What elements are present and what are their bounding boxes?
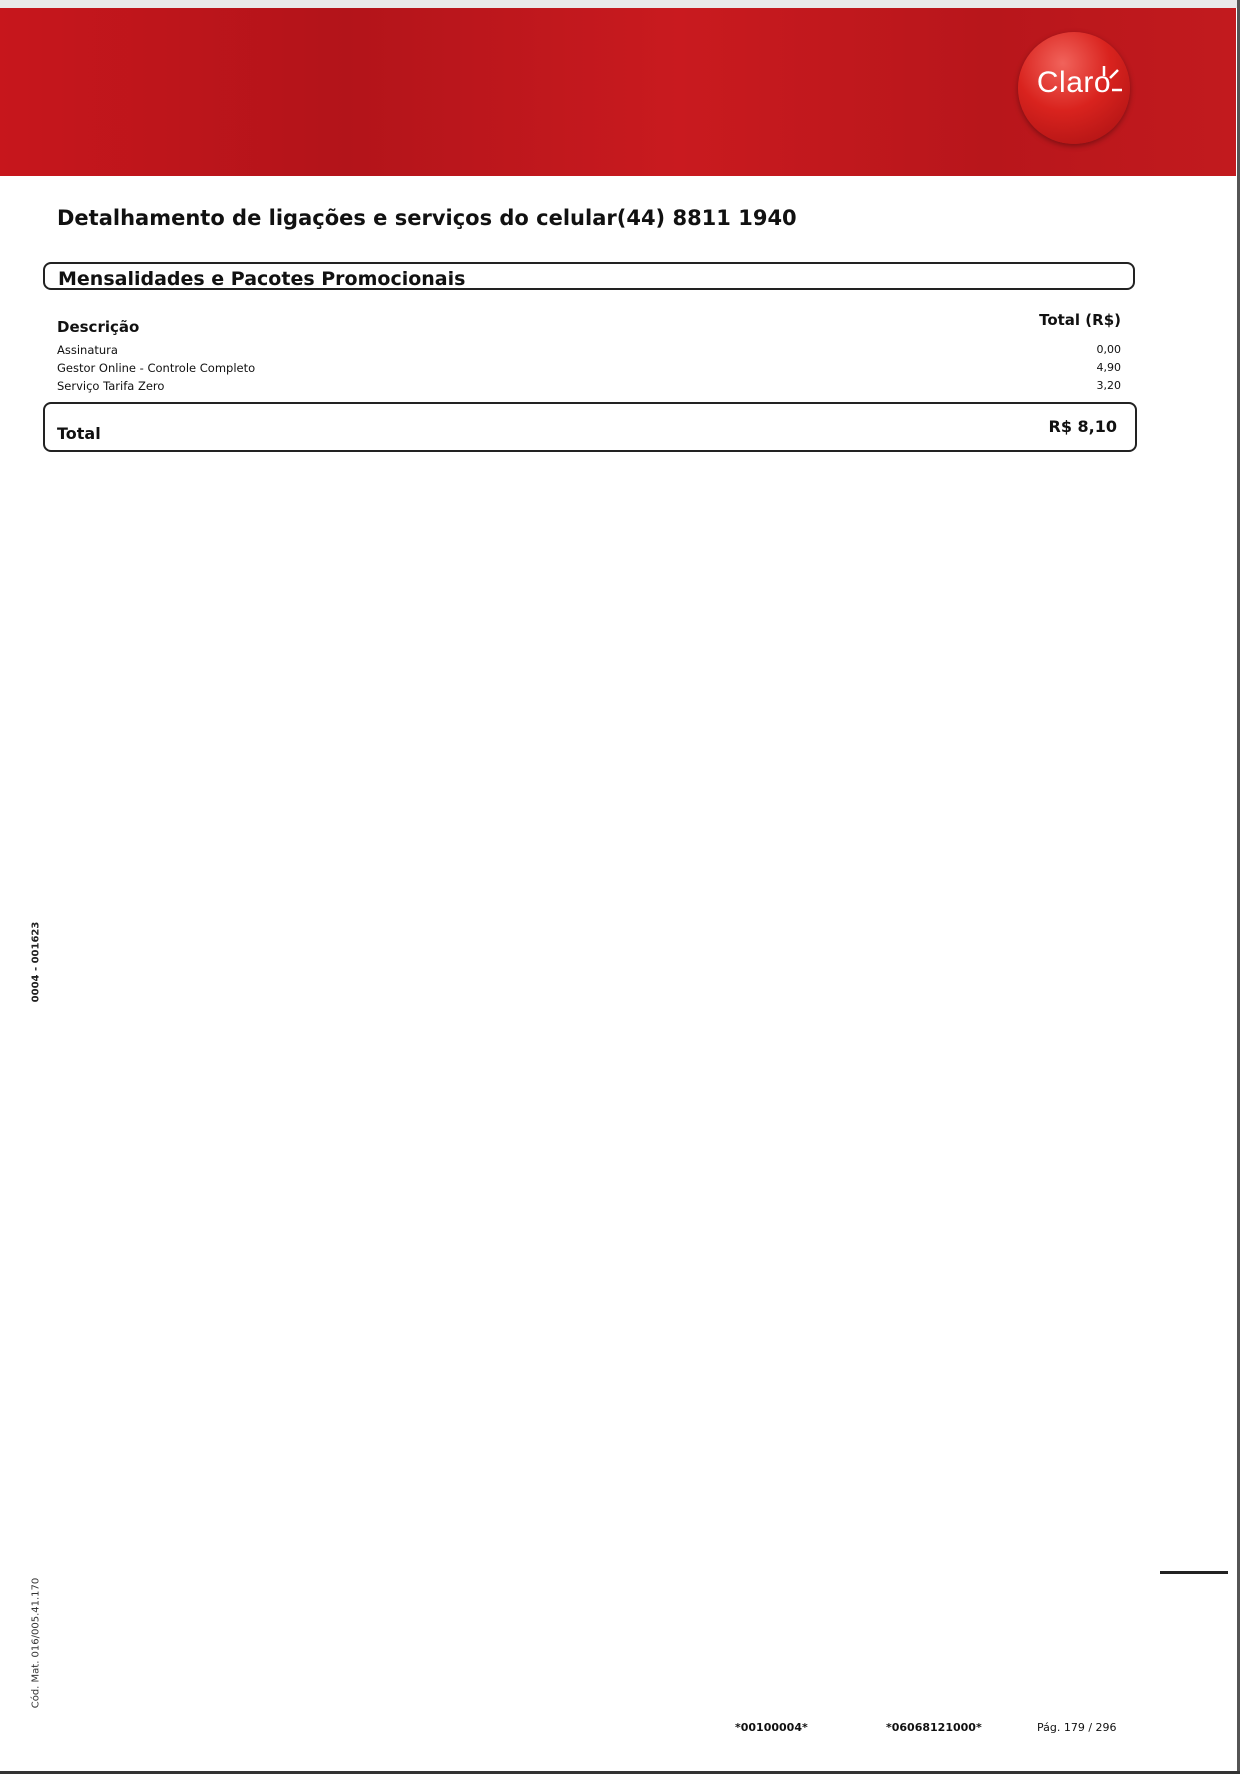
list-item <box>57 379 1121 397</box>
logo-text: Claro <box>1036 66 1112 99</box>
margin-dash <box>1160 1571 1228 1574</box>
page-number: Pág. 179 / 296 <box>1037 1721 1117 1734</box>
section-title: Mensalidades e Pacotes Promocionais <box>58 268 466 290</box>
total-box <box>43 402 1137 452</box>
item-value: 3,20 <box>1096 379 1121 392</box>
logo-rays-icon <box>1094 62 1124 112</box>
footer-code-1: *00100004* <box>735 1721 808 1734</box>
item-value: 0,00 <box>1096 343 1121 356</box>
item-description: Gestor Online - Controle Completo <box>57 361 256 375</box>
footer-code-2: *06068121000* <box>886 1721 982 1734</box>
item-value: 4,90 <box>1096 361 1121 374</box>
side-control-code: 0004 - 001623 <box>30 921 42 1003</box>
material-code: Cód. Mat. 016/005.41.170 <box>30 1577 42 1709</box>
item-description: Serviço Tarifa Zero <box>57 379 165 393</box>
page-title: Detalhamento de ligações e serviços do celular(44) 8811 1940 <box>57 206 797 230</box>
list-item <box>57 343 1121 361</box>
list-item <box>57 361 1121 379</box>
item-description: Assinatura <box>57 343 118 357</box>
total-value: R$ 8,10 <box>1048 417 1117 436</box>
claro-logo <box>1018 32 1130 144</box>
total-label: Total <box>57 424 101 443</box>
top-strip <box>0 0 1240 8</box>
column-header-description: Descrição <box>57 318 140 336</box>
column-header-total: Total (R$) <box>1039 311 1121 329</box>
